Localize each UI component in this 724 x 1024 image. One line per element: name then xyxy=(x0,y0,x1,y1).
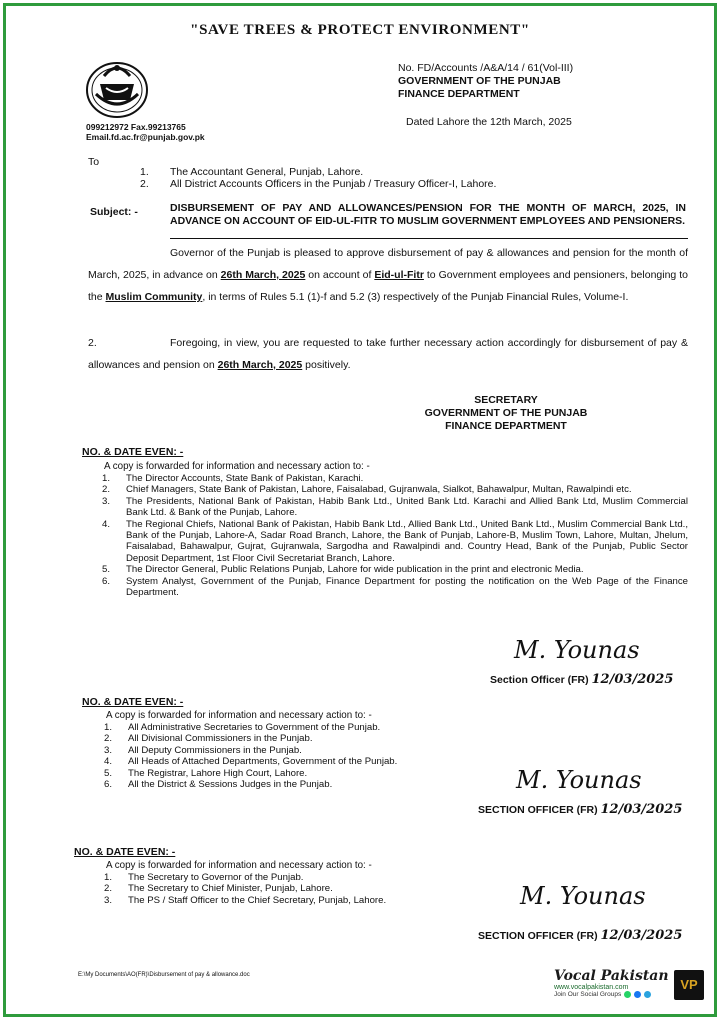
recipient-1: 1. The Accountant General, Punjab, Lahore. xyxy=(140,166,364,178)
signature-2: M. Younas xyxy=(516,766,642,794)
list-item: 2. Chief Managers, State Bank of Pakistan, Lahore, Faisalabad, Gujranwala, Sialkot, Bahawalpur, Multan, Rawalpindi etc. xyxy=(102,484,632,496)
subject-underline xyxy=(170,238,688,239)
copy-1-list xyxy=(102,473,688,598)
list-item: 5. The Director General, Public Relations Punjab, Lahore for wide publication in the print and electronic Media. xyxy=(102,564,584,576)
facebook-icon[interactable] xyxy=(634,991,641,998)
dated-line: Dated Lahore the 12th March, 2025 xyxy=(406,116,572,128)
whatsapp-icon[interactable] xyxy=(624,991,631,998)
vocal-pakistan-watermark[interactable] xyxy=(554,968,704,998)
list-item: 2. All Divisional Commissioners in the Punjab. xyxy=(104,733,313,745)
ref-number: No. FD/Accounts /A&A/14 / 61(Vol-III) xyxy=(398,62,574,74)
vp-badge: VP xyxy=(674,970,704,1000)
list-item: 3. The Presidents, National Bank of Pakistan, Habib Bank Ltd., United Bank Ltd. Karachi and Allied Bank Ltd, Muslim Commercial Bank Ltd. & Bank of the Punjab, Lahore. xyxy=(102,495,688,519)
eid-name: Eid-ul-Fitr xyxy=(374,269,424,281)
department-name: FINANCE DEPARTMENT xyxy=(398,88,520,100)
email: Email.fd.ac.fr@punjab.gov.pk xyxy=(86,132,205,142)
phone-fax: 099212972 Fax.99213765 xyxy=(86,122,186,132)
copy-2-heading: NO. & DATE EVEN: - xyxy=(82,696,184,708)
secretary-signature-block: SECRETARY GOVERNMENT OF THE PUNJAB FINANCE DEPARTMENT xyxy=(424,394,588,432)
list-item: 5. The Registrar, Lahore High Court, Lahore. xyxy=(104,767,308,779)
punjab-govt-emblem-icon xyxy=(84,54,150,120)
subject-text: DISBURSEMENT OF PAY AND ALLOWANCES/PENSION FOR THE MONTH OF MARCH, 2025, IN ADVANCE ON ACCOUNT OF EID-UL-FITR TO MUSLIM GOVERNMENT EMPLOYEES AND PENSIONERS. xyxy=(170,202,686,227)
list-item: 3. The PS / Staff Officer to the Chief Secretary, Punjab, Lahore. xyxy=(104,894,387,906)
copy-3-list xyxy=(104,872,444,906)
signature-date-1: 12/03/2025 xyxy=(591,672,674,687)
copy-1-heading: NO. & DATE EVEN: - xyxy=(82,446,184,458)
list-item: 1. The Secretary to Governor of the Punjab. xyxy=(104,872,304,883)
watermark-title: Vocal Pakistan xyxy=(554,968,669,984)
list-item: 2. The Secretary to Chief Minister, Punjab, Lahore. xyxy=(104,883,333,895)
list-item: 6. All the District & Sessions Judges in the Punjab. xyxy=(104,779,333,791)
community-name: Muslim Community xyxy=(105,291,203,303)
section-officer-3: SECTION OFFICER (FR) 12/03/2025 xyxy=(478,928,683,943)
list-item: 3. All Deputy Commissioners in the Punjab. xyxy=(104,744,302,756)
pay-date: 26th March, 2025 xyxy=(217,359,303,371)
document-page xyxy=(3,3,717,1017)
contact-info xyxy=(86,122,205,142)
list-item: 4. All Heads of Attached Departments, Government of the Punjab. xyxy=(104,756,398,768)
section-officer-1: Section Officer (FR) 12/03/2025 xyxy=(490,672,674,687)
eid-date: 26th March, 2025 xyxy=(220,269,306,281)
copy-2-intro: A copy is forwarded for information and necessary action to: - xyxy=(106,710,372,721)
section-officer-2: SECTION OFFICER (FR) 12/03/2025 xyxy=(478,802,683,817)
list-item: 4. The Regional Chiefs, National Bank of Pakistan, Habib Bank Ltd., Allied Bank Ltd., United Bank Ltd., Muslim Commercial Bank Ltd., Bank of the Punjab, Lahore-A, Sadar Road Branch, Lahore, the Bank of Punjab, Lahore-B, Muslim Town, Lahore, Multan, Jhelum, Faisalabad, Bahawalpur, Gujrat, Gujranwala, Sargodha and Rawalpindi and. Country Head, Bank of the Punjab, Public Sector Deposit Department, 1st Floor Civil Secretariat Branch, Lahore. xyxy=(102,518,688,564)
signature-date-3: 12/03/2025 xyxy=(600,928,683,943)
telegram-icon[interactable] xyxy=(644,991,651,998)
copy-1-intro: A copy is forwarded for information and necessary action to: - xyxy=(104,461,370,472)
reference-block xyxy=(398,62,573,101)
list-item: 1. All Administrative Secretaries to Government of the Punjab. xyxy=(104,722,381,733)
list-item: 1. The Director Accounts, State Bank of Pakistan, Karachi. xyxy=(102,473,364,484)
to-label: To xyxy=(88,156,100,168)
copy-3-intro: A copy is forwarded for information and necessary action to: - xyxy=(106,860,372,871)
list-item: 6. System Analyst, Government of the Punjab, Finance Department for posting the notification on the Web Page of the Finance Department. xyxy=(102,575,688,599)
subject-label: Subject: - xyxy=(90,206,138,218)
signature-date-2: 12/03/2025 xyxy=(600,802,683,817)
signature-3: M. Younas xyxy=(520,882,646,910)
signature-1: M. Younas xyxy=(514,636,640,664)
body-paragraph-1: Governor of the Punjab is pleased to approve disbursement of pay & allowances and pension for the month of March, 2025, in advance on 26th March, 2025 on account of Eid-ul-Fitr to Government employees and pensioners, belonging to the Muslim Community, in terms of Rules 5.1 (1)-f and 5.2 (3) respectively of the Punjab Financial Rules, Volume-I. xyxy=(88,247,688,303)
recipient-2: 2. All District Accounts Officers in the Punjab / Treasury Officer-I, Lahore. xyxy=(140,178,497,190)
copy-3-heading: NO. & DATE EVEN: - xyxy=(74,846,176,858)
copy-2-list xyxy=(104,722,464,790)
watermark-join: Join Our Social Groups xyxy=(554,991,704,998)
watermark-url[interactable]: www.vocalpakistan.com xyxy=(554,984,629,991)
govt-name: GOVERNMENT OF THE PUNJAB xyxy=(398,75,561,87)
file-path-footer: E:\My Documents\AO(FR)\Disbursement of pay & allowance.doc xyxy=(78,972,250,978)
body-paragraph-2: 2. Foregoing, in view, you are requested to take further necessary action accordingly for disbursement of pay & allowances and pension on 26th March, 2025 positively. xyxy=(88,337,688,371)
motto: "SAVE TREES & PROTECT ENVIRONMENT" xyxy=(190,22,530,38)
